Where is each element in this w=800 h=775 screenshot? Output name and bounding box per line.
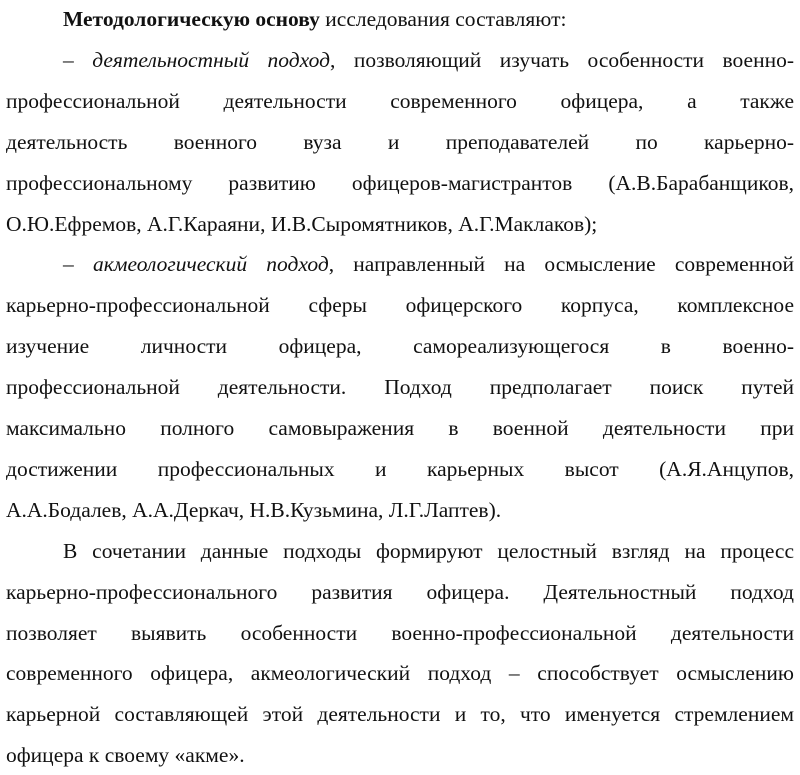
text-line bbox=[6, 163, 794, 203]
text-run: – bbox=[63, 252, 93, 277]
text-line bbox=[6, 285, 794, 325]
text-line bbox=[6, 613, 794, 653]
text-run: профессиональному развитию офицеров-магистрантов (А.В.Барабанщиков, bbox=[6, 170, 794, 195]
text-line bbox=[6, 735, 794, 775]
text-line bbox=[6, 449, 794, 489]
text-run: современного офицера, акмеологический подход – способствует осмыслению bbox=[6, 661, 794, 686]
text-run: карьерно-профессиональной сферы офицерского корпуса, комплексное bbox=[6, 293, 794, 318]
text-run: карьерной составляющей этой деятельности и то, что именуется стремлением bbox=[6, 702, 794, 727]
text-line bbox=[6, 408, 794, 448]
bold-text: Методологическую основу bbox=[63, 7, 320, 31]
text-line bbox=[6, 122, 794, 162]
text-line bbox=[6, 653, 794, 693]
text-run: О.Ю.Ефремов, А.Г.Караяни, И.В.Сыромятников, А.Г.Маклаков); bbox=[6, 211, 598, 236]
text-run: изучение личности офицера, самореализующегося в военно- bbox=[6, 334, 794, 359]
text-line bbox=[63, 40, 794, 80]
text-line bbox=[6, 204, 794, 244]
text-run: – bbox=[63, 47, 93, 72]
italic-term: деятельностный подход bbox=[92, 47, 330, 72]
italic-term: акмеологический подход bbox=[92, 252, 329, 277]
text-run: офицера к своему «акме». bbox=[6, 743, 245, 768]
text-run: профессиональной деятельности. Подход предполагает поиск путей bbox=[6, 375, 794, 400]
text-run: карьерно-профессионального развития офицера. Деятельностный подход bbox=[6, 579, 794, 604]
text-line bbox=[63, 531, 794, 571]
text-run: исследования составляют: bbox=[319, 7, 567, 31]
text-run: достижении профессиональных и карьерных высот (А.Я.Анцупов, bbox=[6, 456, 794, 481]
text-line bbox=[6, 367, 794, 407]
text-run: деятельность военного вуза и преподавателей по карьерно- bbox=[6, 129, 794, 154]
text-line bbox=[63, 244, 794, 284]
text-line bbox=[6, 490, 794, 530]
text-line bbox=[6, 572, 794, 612]
text-run: В сочетании данные подходы формируют целостный взгляд на процесс bbox=[63, 538, 794, 563]
text-run: профессиональной деятельности современного офицера, а также bbox=[6, 88, 794, 113]
text-run: позволяет выявить особенности военно-профессиональной деятельности bbox=[6, 620, 794, 645]
text-run: максимально полного самовыражения в военной деятельности при bbox=[6, 416, 794, 440]
text-line bbox=[6, 81, 794, 121]
text-run: , позволяющий изучать особенности военно- bbox=[329, 47, 795, 72]
text-line bbox=[6, 694, 794, 734]
text-line bbox=[6, 326, 794, 366]
text-run: А.А.Бодалев, А.А.Деркач, Н.В.Кузьмина, Л.Г.Лаптев). bbox=[6, 497, 502, 522]
text-line bbox=[63, 0, 794, 39]
text-run: , направленный на осмысление современной bbox=[328, 252, 794, 277]
